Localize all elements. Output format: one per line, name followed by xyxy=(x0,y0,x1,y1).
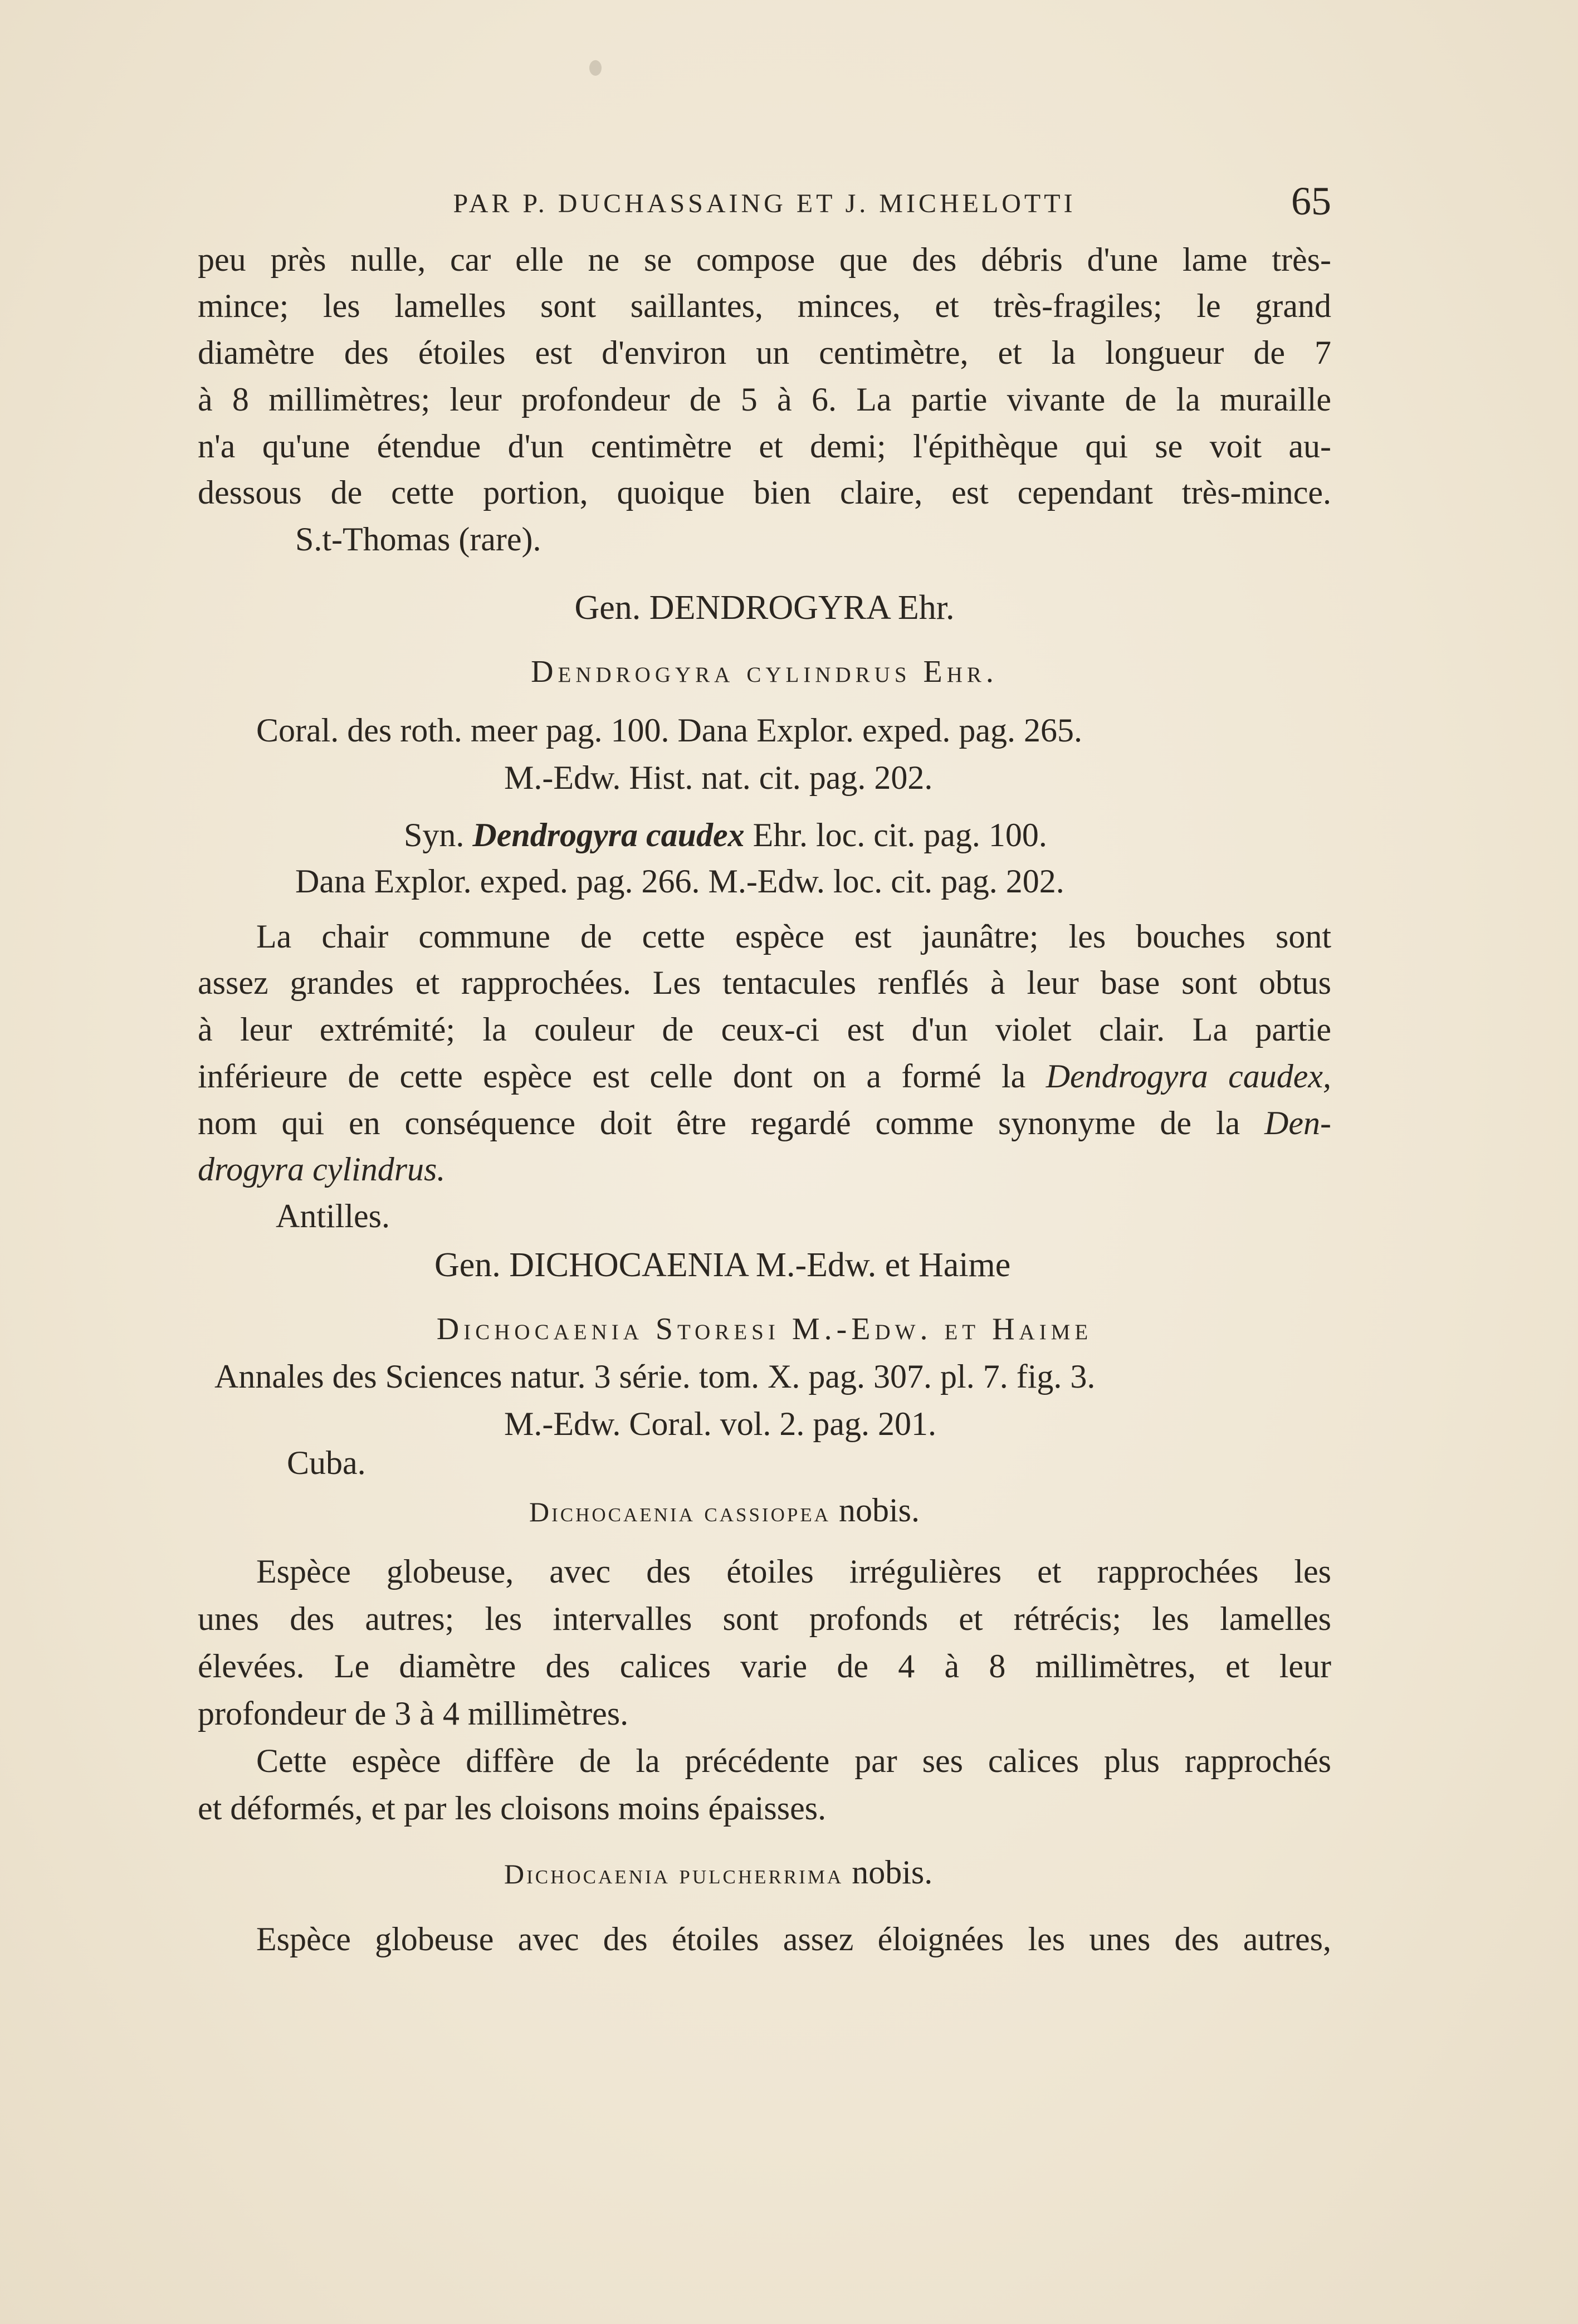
species-author: nobis. xyxy=(838,1492,920,1529)
body-line: et déformés, et par les cloisons moins épaisses. xyxy=(198,1790,827,1827)
species-heading: Dichocaenia Storesi M.-Edw. et Haime xyxy=(436,1312,1093,1346)
body-line: n'a qu'une étendue d'un centimètre et demi; l'épithèque qui se voit au- xyxy=(198,428,1331,465)
body-line: dessous de cette portion, quoique bien claire, est cependant très-mince. xyxy=(198,474,1331,511)
species-heading xyxy=(529,1490,920,1532)
genus-heading: Gen. DICHOCAENIA M.-Edw. et Haime xyxy=(434,1246,1011,1284)
synonym-name: Dendrogyra caudex xyxy=(472,817,745,853)
species-name: Dichocaenia cassiopea xyxy=(529,1496,830,1527)
synonym-label: Syn. xyxy=(404,817,465,853)
locality-line: Cuba. xyxy=(287,1444,366,1481)
body-line: élevées. Le diamètre des calices varie de 4 à 8 millimètres, et leur xyxy=(198,1648,1331,1685)
species-heading: Dendrogyra cylindrus Ehr. xyxy=(531,655,998,689)
ink-smudge xyxy=(589,60,602,76)
body-line: mince; les lamelles sont saillantes, minces, et très-fragiles; le grand xyxy=(198,287,1331,324)
body-line: drogyra cylindrus. xyxy=(198,1151,446,1188)
body-text: inférieure de cette espèce est celle dont on a formé la xyxy=(198,1058,1026,1095)
page-number: 65 xyxy=(1291,179,1331,223)
taxon-name: Den- xyxy=(1264,1105,1331,1141)
species-name: Dichocaenia pulcherrima xyxy=(504,1858,844,1890)
species-author: nobis. xyxy=(852,1854,933,1891)
reference-line: M.-Edw. Hist. nat. cit. pag. 202. xyxy=(504,759,933,796)
taxon-name: Dendrogyra caudex, xyxy=(1046,1058,1332,1095)
locality-line: S.t-Thomas (rare). xyxy=(295,521,541,558)
body-line: Espèce globeuse avec des étoiles assez éloignées les unes des autres, xyxy=(256,1921,1331,1957)
reference-line: Coral. des roth. meer pag. 100. Dana Explor. exped. pag. 265. xyxy=(256,712,1082,749)
body-line: Cette espèce diffère de la précédente par ses calices plus rapprochés xyxy=(256,1742,1331,1779)
body-line: profondeur de 3 à 4 millimètres. xyxy=(198,1695,629,1732)
synonym-rest: Ehr. loc. cit. pag. 100. xyxy=(753,817,1047,853)
body-line: à leur extrémité; la couleur de ceux-ci est d'un violet clair. La partie xyxy=(198,1011,1331,1048)
body-text: nom qui en conséquence doit être regardé comme synonyme de la xyxy=(198,1105,1240,1141)
locality-line: Antilles. xyxy=(276,1198,390,1234)
body-line: assez grandes et rapprochées. Les tentacules renflés à leur base sont obtus xyxy=(198,964,1331,1001)
page-header xyxy=(198,178,1331,228)
reference-line: Annales des Sciences natur. 3 série. tom. X. pag. 307. pl. 7. fig. 3. xyxy=(214,1358,1096,1395)
body-line: à 8 millimètres; leur profondeur de 5 à 6. La partie vivante de la muraille xyxy=(198,381,1331,418)
body-line xyxy=(198,1056,1331,1096)
body-line: peu près nulle, car elle ne se compose que des débris d'une lame très- xyxy=(198,241,1331,278)
species-heading xyxy=(504,1852,932,1894)
body-line: diamètre des étoiles est d'environ un centimètre, et la longueur de 7 xyxy=(198,334,1331,371)
body-line: La chair commune de cette espèce est jaunâtre; les bouches sont xyxy=(256,918,1331,955)
reference-line: M.-Edw. Coral. vol. 2. pag. 201. xyxy=(504,1405,937,1442)
body-line xyxy=(198,1103,1331,1143)
synonym-line: Dana Explor. exped. pag. 266. M.-Edw. loc. cit. pag. 202. xyxy=(295,863,1064,900)
synonym-line xyxy=(404,815,1047,855)
running-head: PAR P. DUCHASSAING ET J. MICHELOTTI xyxy=(453,189,1076,218)
body-line: Espèce globeuse, avec des étoiles irrégulières et rapprochées les xyxy=(256,1553,1331,1590)
body-line: unes des autres; les intervalles sont profonds et rétrécis; les lamelles xyxy=(198,1600,1331,1637)
genus-heading: Gen. DENDROGYRA Ehr. xyxy=(574,589,955,627)
